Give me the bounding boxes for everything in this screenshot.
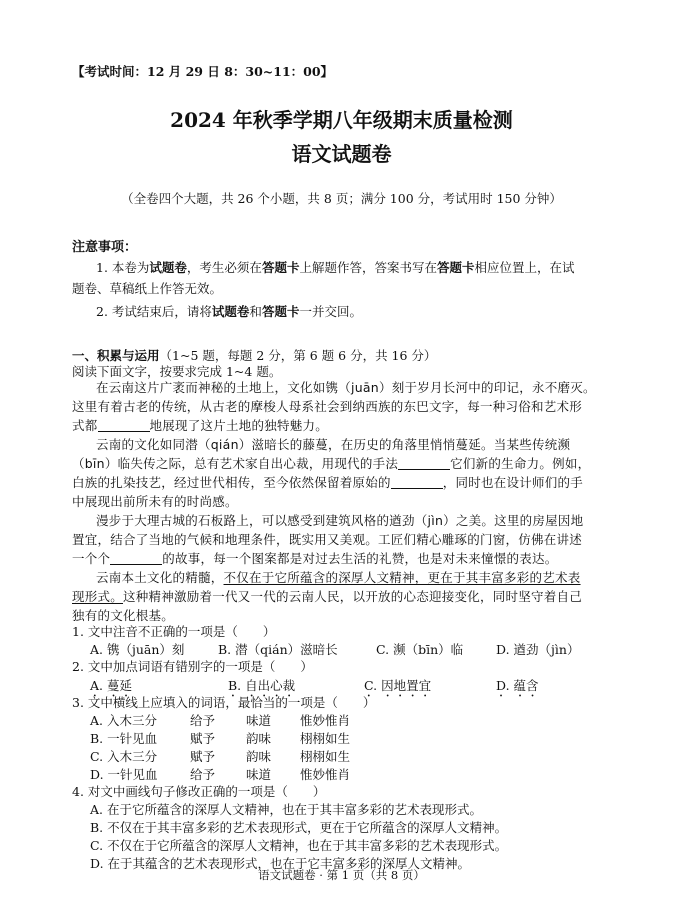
passage-line: 在云南这片广袤而神秘的土地上，文化如镌（juān）刻于岁月长河中的印记，永不磨灭。 [96,380,596,395]
passage-text: 白族的扎染技艺，经过世代相传，至今依然保留着原始的 [72,475,391,490]
section-intro: 阅读下面文字，按要求完成 1~4 题。 [72,364,282,379]
note-item-1 [96,258,575,276]
fill-blank [398,457,450,470]
passage-text: 这种精神激励着一代又一代的云南人民，以开放的心态迎接变化，同时坚守着自己 [123,589,583,604]
note-text: 2. 考试结束后，请将 [96,304,212,319]
q3-option-b-cell: 栩栩如生 [300,731,351,746]
note-text: 相应位置上，在试 [474,260,575,275]
q3-option-a-cell: A. 入木三分 [90,713,157,728]
passage-text: 地展现了这片土地的独特魅力。 [149,418,329,433]
note-item-1-cont: 题卷、草稿纸上作答无效。 [72,281,223,296]
exam-title: 2024 年秋季学期八年级期末质量检测 [170,108,513,132]
q3-option-b-cell: 赋予 [190,731,216,746]
notes-heading: 注意事项： [72,240,138,255]
passage-line [72,549,558,567]
q4-option-c: C. 不仅在于它所蕴含的深厚人文精神，也在于其丰富多彩的艺术表现形式。 [90,838,508,853]
exam-time: 【考试时间：12 月 29 日 8：30~11：00】 [72,64,334,79]
q2-option-b: B. 自出心裁 [228,678,296,693]
note-text: 和 [249,304,262,319]
passage-line: 独有的文化根基。 [72,608,175,623]
underlined-sentence: 现形式。 [72,589,124,604]
q1-option-b: B. 潜（qián）滋暗长 [218,642,338,657]
q3-option-c-cell: 栩栩如生 [300,749,351,764]
q3-option-c-cell: C. 入木三分 [90,749,158,764]
q4-option-a: A. 在于它所蕴含的深厚人文精神，也在于其丰富多彩的艺术表现形式。 [90,802,482,817]
q3-option-b-cell: 韵味 [246,731,272,746]
q2-option-d: D. 蕴含 [496,678,539,693]
question-3: 3. 文中横线上应填入的词语，最恰当的一项是（ ） [72,695,376,710]
note-text: 一并交回。 [299,304,362,319]
note-emph: 答题卡 [261,260,300,275]
passage-text: 的故事，每一个图案都是对过去生活的礼赞，也是对未来憧憬的表达。 [162,551,558,566]
passage-text: 式都 [72,418,98,433]
q3-option-d-cell: D. 一针见血 [90,767,158,782]
fill-blank [110,552,162,565]
passage-line [72,416,328,434]
q3-option-a-cell: 给予 [190,713,216,728]
note-emph: 答题卡 [436,260,475,275]
passage-text: 它们新的生命力。例如， [450,456,591,471]
section-title: 一、积累与运用 [72,348,160,363]
q1-option-a: A. 镌（juān）刻 [90,642,185,657]
exam-subject-title: 语文试题卷 [291,142,392,166]
note-text: 1. 本卷为 [96,260,150,275]
passage-line [72,454,590,472]
passage-line: 置宜，结合了当地的气候和地理条件，既实用又美观。工匠们精心雕琢的门窗，仿佛在讲述 [72,532,583,547]
q3-option-c-cell: 赋予 [190,749,216,764]
fill-blank [98,419,150,432]
q1-option-c: C. 濒（bīn）临 [376,642,464,657]
q3-option-d-cell: 味道 [246,767,272,782]
q1-option-d: D. 遒劲（jìn） [496,642,580,657]
passage-line: 漫步于大理古城的石板路上，可以感受到建筑风格的遒劲（jìn）之美。这里的房屋因地 [96,513,584,528]
note-emph: 试题卷 [149,260,187,275]
q3-option-a-cell: 惟妙惟肖 [300,713,351,728]
passage-line [72,473,583,491]
note-item-2 [96,302,362,320]
passage-line: 中展现出前所未有的时尚感。 [72,494,238,509]
note-emph: 试题卷 [211,304,250,319]
q3-option-d-cell: 惟妙惟肖 [300,767,351,782]
q4-option-d: D. 在于其蕴含的艺术表现形式，也在于它丰富多彩的深厚人文精神。 [90,856,471,871]
underlined-sentence: 不仅在于它所蕴含的深厚人文精神，更在于其丰富多彩的艺术表 [223,570,581,585]
q3-option-a-cell: 味道 [246,713,272,728]
q3-option-d-cell: 给予 [190,767,216,782]
fill-blank [391,476,443,489]
note-text: 上解题作答，答案书写在 [299,260,437,275]
q3-option-c-cell: 韵味 [246,749,272,764]
passage-text: 一个个 [72,551,111,566]
question-4: 4. 对文中画线句子修改正确的一项是（ ） [72,784,326,799]
q2-option-c: C. 因地置宜 [364,678,432,693]
passage-text: 云南本土文化的精髓， [96,570,224,585]
page-footer: 语文试题卷 · 第 1 页（共 8 页） [258,868,425,882]
passage-line [72,587,582,605]
q2-option-a: A. 蔓延 [90,678,132,693]
exam-info: （全卷四个大题，共 26 个小题，共 8 页；满分 100 分，考试用时 150 分钟） [121,191,562,206]
question-2 [72,657,313,675]
passage-text: （bīn）临失传之际，总有艺术家自出心裁，用现代的手法 [72,456,399,471]
note-emph: 答题卡 [261,304,300,319]
question-stem: 2. 文中加点词语有错别字的一项是（ ） [72,659,313,674]
question-1: 1. 文中注音不正确的一项是（ ） [72,624,276,639]
q4-option-b: B. 不仅在于其丰富多彩的艺术表现形式，更在于它所蕴含的深厚人文精神。 [90,820,508,835]
passage-line [96,568,581,586]
note-text: ，考生必须在 [186,260,262,275]
q3-option-b-cell: B. 一针见血 [90,731,158,746]
passage-line: 这里有着古老的传统，从古老的摩梭人母系社会到纳西族的东巴文字，每一种习俗和艺术形 [72,399,583,414]
section-score-note: （1~5 题，每题 2 分，第 6 题 6 分，共 16 分） [159,348,437,363]
passage-line: 云南的文化如同潜（qián）滋暗长的藤蔓，在历史的角落里悄悄蔓延。当某些传统濒 [96,437,571,452]
passage-text: ，同时也在设计师们的手 [442,475,584,490]
